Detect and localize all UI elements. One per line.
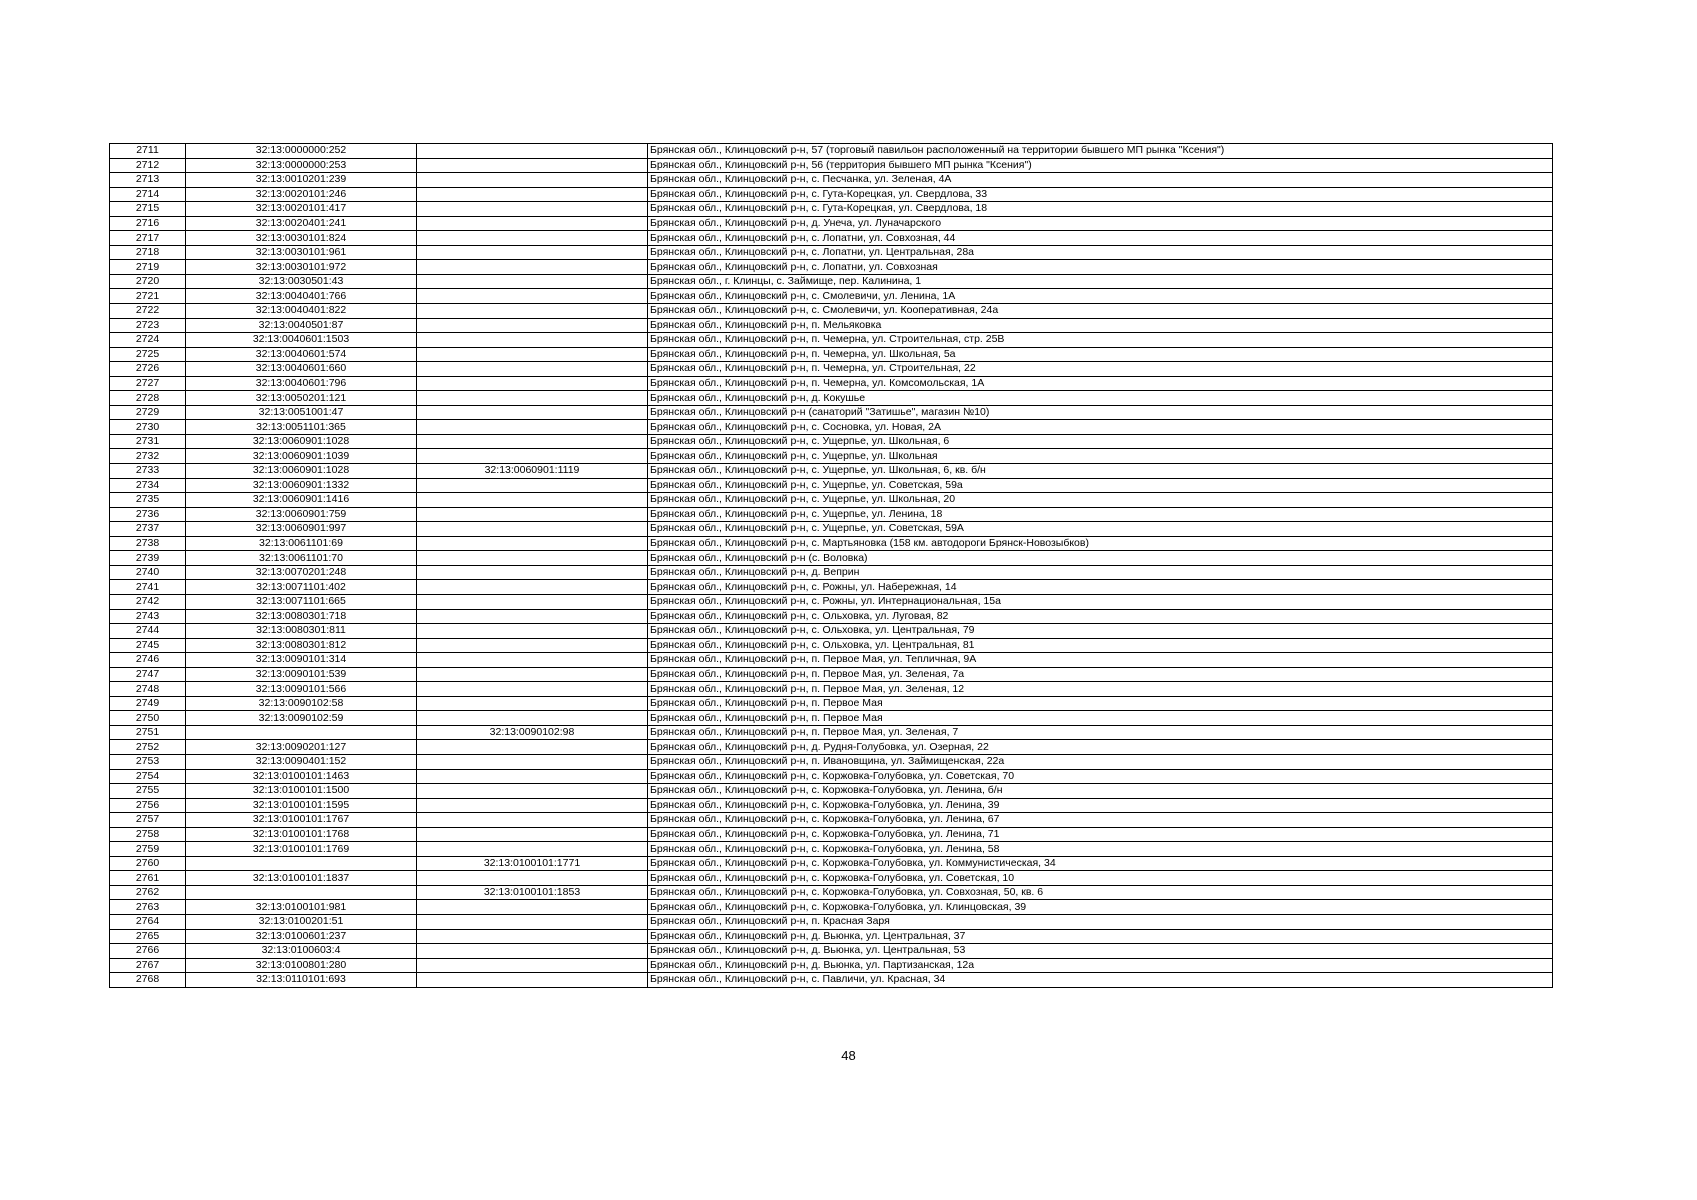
row-number-cell: 2727 <box>110 376 186 391</box>
cadastral-number-cell: 32:13:0040601:574 <box>186 347 417 362</box>
related-cadastral-number-cell <box>417 493 648 508</box>
cadastral-number-cell: 32:13:0090102:58 <box>186 696 417 711</box>
address-cell: Брянская обл., Клинцовский р-н, с. Ущерпье, ул. Школьная, 6, кв. б/н <box>648 464 1553 479</box>
related-cadastral-number-cell <box>417 929 648 944</box>
cadastral-number-cell: 32:13:0090401:152 <box>186 754 417 769</box>
related-cadastral-number-cell <box>417 274 648 289</box>
address-cell: Брянская обл., Клинцовский р-н, с. Сосновка, ул. Новая, 2А <box>648 420 1553 435</box>
cadastral-number-cell: 32:13:0100101:1595 <box>186 798 417 813</box>
related-cadastral-number-cell <box>417 434 648 449</box>
table-body <box>110 144 1553 988</box>
property-table <box>109 143 1553 988</box>
cadastral-number-cell: 32:13:0090101:314 <box>186 653 417 668</box>
row-number-cell: 2748 <box>110 682 186 697</box>
row-number-cell: 2733 <box>110 464 186 479</box>
table-row <box>110 289 1553 304</box>
row-number-cell: 2746 <box>110 653 186 668</box>
address-cell: Брянская обл., Клинцовский р-н, с. Павличи, ул. Красная, 34 <box>648 973 1553 988</box>
row-number-cell: 2719 <box>110 260 186 275</box>
table-row <box>110 318 1553 333</box>
table-row <box>110 405 1553 420</box>
row-number-cell: 2712 <box>110 158 186 173</box>
address-cell: Брянская обл., Клинцовский р-н, с. Ущерпье, ул. Советская, 59а <box>648 478 1553 493</box>
address-cell: Брянская обл., Клинцовский р-н, п. Первое Мая, ул. Зеленая, 7 <box>648 725 1553 740</box>
row-number-cell: 2737 <box>110 522 186 537</box>
table-row <box>110 958 1553 973</box>
cadastral-number-cell: 32:13:0000000:252 <box>186 144 417 159</box>
table-row <box>110 754 1553 769</box>
row-number-cell: 2717 <box>110 231 186 246</box>
related-cadastral-number-cell <box>417 245 648 260</box>
table-row <box>110 900 1553 915</box>
address-cell: Брянская обл., Клинцовский р-н, с. Рожны, ул. Набережная, 14 <box>648 580 1553 595</box>
row-number-cell: 2757 <box>110 813 186 828</box>
cadastral-number-cell: 32:13:0100601:237 <box>186 929 417 944</box>
table-row <box>110 798 1553 813</box>
related-cadastral-number-cell <box>417 580 648 595</box>
cadastral-number-cell: 32:13:0090102:59 <box>186 711 417 726</box>
table-row <box>110 827 1553 842</box>
related-cadastral-number-cell <box>417 333 648 348</box>
related-cadastral-number-cell: 32:13:0100101:1771 <box>417 856 648 871</box>
cadastral-number-cell: 32:13:0080301:812 <box>186 638 417 653</box>
table-row <box>110 885 1553 900</box>
cadastral-number-cell: 32:13:0030101:961 <box>186 245 417 260</box>
cadastral-number-cell: 32:13:0040401:822 <box>186 304 417 319</box>
row-number-cell: 2726 <box>110 362 186 377</box>
row-number-cell: 2714 <box>110 187 186 202</box>
related-cadastral-number-cell <box>417 158 648 173</box>
table-row <box>110 711 1553 726</box>
cadastral-number-cell <box>186 856 417 871</box>
address-cell: Брянская обл., Клинцовский р-н, п. Чемерна, ул. Строительная, 22 <box>648 362 1553 377</box>
table-row <box>110 696 1553 711</box>
related-cadastral-number-cell <box>417 260 648 275</box>
row-number-cell: 2735 <box>110 493 186 508</box>
address-cell: Брянская обл., Клинцовский р-н, д. Веприн <box>648 565 1553 580</box>
table-row <box>110 376 1553 391</box>
cadastral-number-cell: 32:13:0060901:1028 <box>186 434 417 449</box>
row-number-cell: 2750 <box>110 711 186 726</box>
cadastral-number-cell: 32:13:0051001:47 <box>186 405 417 420</box>
address-cell: Брянская обл., Клинцовский р-н (с. Воловка) <box>648 551 1553 566</box>
related-cadastral-number-cell: 32:13:0090102:98 <box>417 725 648 740</box>
related-cadastral-number-cell <box>417 522 648 537</box>
cadastral-number-cell: 32:13:0010201:239 <box>186 173 417 188</box>
related-cadastral-number-cell <box>417 551 648 566</box>
row-number-cell: 2738 <box>110 536 186 551</box>
table-row <box>110 333 1553 348</box>
table-row <box>110 362 1553 377</box>
table-row <box>110 536 1553 551</box>
row-number-cell: 2752 <box>110 740 186 755</box>
related-cadastral-number-cell: 32:13:0100101:1853 <box>417 885 648 900</box>
related-cadastral-number-cell <box>417 653 648 668</box>
address-cell: Брянская обл., Клинцовский р-н, п. Первое Мая, ул. Тепличная, 9А <box>648 653 1553 668</box>
table-row <box>110 493 1553 508</box>
cadastral-number-cell: 32:13:0060901:1332 <box>186 478 417 493</box>
row-number-cell: 2763 <box>110 900 186 915</box>
table-row <box>110 173 1553 188</box>
row-number-cell: 2721 <box>110 289 186 304</box>
table-row <box>110 260 1553 275</box>
table-row <box>110 391 1553 406</box>
table-row <box>110 507 1553 522</box>
cadastral-number-cell: 32:13:0060901:1039 <box>186 449 417 464</box>
table-row <box>110 740 1553 755</box>
related-cadastral-number-cell <box>417 769 648 784</box>
table-row <box>110 420 1553 435</box>
cadastral-number-cell: 32:13:0100101:1500 <box>186 784 417 799</box>
row-number-cell: 2729 <box>110 405 186 420</box>
related-cadastral-number-cell <box>417 405 648 420</box>
table-row <box>110 522 1553 537</box>
related-cadastral-number-cell <box>417 682 648 697</box>
cadastral-number-cell: 32:13:0020101:246 <box>186 187 417 202</box>
cadastral-number-cell: 32:13:0040501:87 <box>186 318 417 333</box>
table-row <box>110 929 1553 944</box>
related-cadastral-number-cell: 32:13:0060901:1119 <box>417 464 648 479</box>
cadastral-number-cell: 32:13:0000000:253 <box>186 158 417 173</box>
cadastral-number-cell: 32:13:0030501:43 <box>186 274 417 289</box>
related-cadastral-number-cell <box>417 362 648 377</box>
related-cadastral-number-cell <box>417 813 648 828</box>
related-cadastral-number-cell <box>417 696 648 711</box>
address-cell: Брянская обл., Клинцовский р-н, 56 (территория бывшего МП рынка "Ксения") <box>648 158 1553 173</box>
address-cell: Брянская обл., Клинцовский р-н (санаторий "Затишье", магазин №10) <box>648 405 1553 420</box>
row-number-cell: 2713 <box>110 173 186 188</box>
row-number-cell: 2765 <box>110 929 186 944</box>
row-number-cell: 2724 <box>110 333 186 348</box>
related-cadastral-number-cell <box>417 449 648 464</box>
cadastral-number-cell: 32:13:0110101:693 <box>186 973 417 988</box>
address-cell: Брянская обл., Клинцовский р-н, с. Смолевичи, ул. Ленина, 1А <box>648 289 1553 304</box>
row-number-cell: 2756 <box>110 798 186 813</box>
cadastral-number-cell: 32:13:0080301:718 <box>186 609 417 624</box>
cadastral-number-cell: 32:13:0040601:796 <box>186 376 417 391</box>
related-cadastral-number-cell <box>417 667 648 682</box>
address-cell: Брянская обл., Клинцовский р-н, п. Первое Мая <box>648 711 1553 726</box>
cadastral-number-cell: 32:13:0060901:759 <box>186 507 417 522</box>
related-cadastral-number-cell <box>417 944 648 959</box>
address-cell: Брянская обл., Клинцовский р-н, с. Рожны, ул. Интернациональная, 15а <box>648 594 1553 609</box>
row-number-cell: 2758 <box>110 827 186 842</box>
cadastral-number-cell: 32:13:0040601:1503 <box>186 333 417 348</box>
row-number-cell: 2730 <box>110 420 186 435</box>
address-cell: Брянская обл., Клинцовский р-н, п. Первое Мая, ул. Зеленая, 7а <box>648 667 1553 682</box>
table-row <box>110 842 1553 857</box>
row-number-cell: 2744 <box>110 624 186 639</box>
row-number-cell: 2731 <box>110 434 186 449</box>
address-cell: Брянская обл., Клинцовский р-н, п. Чемерна, ул. Школьная, 5а <box>648 347 1553 362</box>
cadastral-number-cell: 32:13:0030101:824 <box>186 231 417 246</box>
address-cell: Брянская обл., Клинцовский р-н, п. Первое Мая, ул. Зеленая, 12 <box>648 682 1553 697</box>
table-row <box>110 944 1553 959</box>
related-cadastral-number-cell <box>417 900 648 915</box>
address-cell: Брянская обл., Клинцовский р-н, п. Чемерна, ул. Строительная, стр. 25В <box>648 333 1553 348</box>
table-row <box>110 347 1553 362</box>
row-number-cell: 2715 <box>110 202 186 217</box>
address-cell: Брянская обл., Клинцовский р-н, с. Коржовка-Голубовка, ул. Клинцовская, 39 <box>648 900 1553 915</box>
table-row <box>110 871 1553 886</box>
cadastral-number-cell: 32:13:0040601:660 <box>186 362 417 377</box>
row-number-cell: 2740 <box>110 565 186 580</box>
table-row <box>110 434 1553 449</box>
address-cell: Брянская обл., Клинцовский р-н, с. Коржовка-Голубовка, ул. Совхозная, 50, кв. 6 <box>648 885 1553 900</box>
cadastral-number-cell: 32:13:0080301:811 <box>186 624 417 639</box>
address-cell: Брянская обл., Клинцовский р-н, с. Коржовка-Голубовка, ул. Ленина, 71 <box>648 827 1553 842</box>
address-cell: Брянская обл., Клинцовский р-н, с. Ущерпье, ул. Школьная, 6 <box>648 434 1553 449</box>
related-cadastral-number-cell <box>417 391 648 406</box>
row-number-cell: 2764 <box>110 914 186 929</box>
table-row <box>110 158 1553 173</box>
row-number-cell: 2760 <box>110 856 186 871</box>
table-row <box>110 813 1553 828</box>
row-number-cell: 2718 <box>110 245 186 260</box>
related-cadastral-number-cell <box>417 507 648 522</box>
cadastral-number-cell: 32:13:0061101:69 <box>186 536 417 551</box>
table-row <box>110 682 1553 697</box>
cadastral-number-cell: 32:13:0030101:972 <box>186 260 417 275</box>
address-cell: Брянская обл., Клинцовский р-н, п. Ивановщина, ул. Займищенская, 22а <box>648 754 1553 769</box>
row-number-cell: 2753 <box>110 754 186 769</box>
related-cadastral-number-cell <box>417 842 648 857</box>
cadastral-number-cell: 32:13:0100101:1463 <box>186 769 417 784</box>
address-cell: Брянская обл., Клинцовский р-н, с. Гута-Корецкая, ул. Свердлова, 33 <box>648 187 1553 202</box>
table-row <box>110 245 1553 260</box>
related-cadastral-number-cell <box>417 973 648 988</box>
address-cell: Брянская обл., Клинцовский р-н, д. Унеча, ул. Луначарского <box>648 216 1553 231</box>
cadastral-number-cell: 32:13:0050201:121 <box>186 391 417 406</box>
cadastral-number-cell: 32:13:0090101:539 <box>186 667 417 682</box>
row-number-cell: 2711 <box>110 144 186 159</box>
related-cadastral-number-cell <box>417 347 648 362</box>
address-cell: Брянская обл., г. Клинцы, с. Займище, пер. Калинина, 1 <box>648 274 1553 289</box>
cadastral-number-cell: 32:13:0100201:51 <box>186 914 417 929</box>
table-row <box>110 725 1553 740</box>
cadastral-number-cell: 32:13:0020101:417 <box>186 202 417 217</box>
address-cell: Брянская обл., Клинцовский р-н, с. Коржовка-Голубовка, ул. Ленина, 39 <box>648 798 1553 813</box>
table-row <box>110 973 1553 988</box>
address-cell: Брянская обл., Клинцовский р-н, с. Коржовка-Голубовка, ул. Ленина, 67 <box>648 813 1553 828</box>
cadastral-number-cell: 32:13:0071101:665 <box>186 594 417 609</box>
row-number-cell: 2732 <box>110 449 186 464</box>
related-cadastral-number-cell <box>417 638 648 653</box>
related-cadastral-number-cell <box>417 871 648 886</box>
table-row <box>110 638 1553 653</box>
row-number-cell: 2725 <box>110 347 186 362</box>
cadastral-number-cell: 32:13:0100801:280 <box>186 958 417 973</box>
related-cadastral-number-cell <box>417 289 648 304</box>
table-row <box>110 914 1553 929</box>
row-number-cell: 2751 <box>110 725 186 740</box>
cadastral-number-cell: 32:13:0090101:566 <box>186 682 417 697</box>
related-cadastral-number-cell <box>417 173 648 188</box>
address-cell: Брянская обл., Клинцовский р-н, с. Ущерпье, ул. Школьная <box>648 449 1553 464</box>
row-number-cell: 2754 <box>110 769 186 784</box>
related-cadastral-number-cell <box>417 754 648 769</box>
cadastral-number-cell: 32:13:0100101:1767 <box>186 813 417 828</box>
address-cell: Брянская обл., Клинцовский р-н, п. Чемерна, ул. Комсомольская, 1А <box>648 376 1553 391</box>
related-cadastral-number-cell <box>417 740 648 755</box>
table-row <box>110 769 1553 784</box>
address-cell: Брянская обл., Клинцовский р-н, с. Лопатни, ул. Совхозная <box>648 260 1553 275</box>
related-cadastral-number-cell <box>417 914 648 929</box>
row-number-cell: 2768 <box>110 973 186 988</box>
cadastral-number-cell: 32:13:0020401:241 <box>186 216 417 231</box>
cadastral-number-cell: 32:13:0051101:365 <box>186 420 417 435</box>
related-cadastral-number-cell <box>417 144 648 159</box>
table-row <box>110 449 1553 464</box>
address-cell: Брянская обл., Клинцовский р-н, с. Ольховка, ул. Луговая, 82 <box>648 609 1553 624</box>
row-number-cell: 2743 <box>110 609 186 624</box>
row-number-cell: 2747 <box>110 667 186 682</box>
table-row <box>110 653 1553 668</box>
related-cadastral-number-cell <box>417 609 648 624</box>
address-cell: Брянская обл., Клинцовский р-н, с. Ущерпье, ул. Школьная, 20 <box>648 493 1553 508</box>
table-row <box>110 624 1553 639</box>
row-number-cell: 2734 <box>110 478 186 493</box>
row-number-cell: 2762 <box>110 885 186 900</box>
related-cadastral-number-cell <box>417 594 648 609</box>
related-cadastral-number-cell <box>417 420 648 435</box>
address-cell: Брянская обл., Клинцовский р-н, с. Коржовка-Голубовка, ул. Советская, 70 <box>648 769 1553 784</box>
row-number-cell: 2759 <box>110 842 186 857</box>
related-cadastral-number-cell <box>417 231 648 246</box>
address-cell: Брянская обл., Клинцовский р-н, с. Коржовка-Голубовка, ул. Ленина, б/н <box>648 784 1553 799</box>
table-row <box>110 856 1553 871</box>
cadastral-number-cell <box>186 725 417 740</box>
table-row <box>110 216 1553 231</box>
related-cadastral-number-cell <box>417 318 648 333</box>
cadastral-number-cell: 32:13:0100101:1837 <box>186 871 417 886</box>
table-row <box>110 580 1553 595</box>
table-row <box>110 304 1553 319</box>
related-cadastral-number-cell <box>417 187 648 202</box>
related-cadastral-number-cell <box>417 798 648 813</box>
related-cadastral-number-cell <box>417 304 648 319</box>
row-number-cell: 2723 <box>110 318 186 333</box>
row-number-cell: 2742 <box>110 594 186 609</box>
address-cell: Брянская обл., Клинцовский р-н, с. Коржовка-Голубовка, ул. Коммунистическая, 34 <box>648 856 1553 871</box>
cadastral-number-cell: 32:13:0100101:1769 <box>186 842 417 857</box>
related-cadastral-number-cell <box>417 478 648 493</box>
table-row <box>110 667 1553 682</box>
address-cell: Брянская обл., Клинцовский р-н, д. Кокушье <box>648 391 1553 406</box>
cadastral-number-cell: 32:13:0070201:248 <box>186 565 417 580</box>
address-cell: Брянская обл., Клинцовский р-н, с. Лопатни, ул. Центральная, 28а <box>648 245 1553 260</box>
row-number-cell: 2749 <box>110 696 186 711</box>
cadastral-number-cell: 32:13:0100101:1768 <box>186 827 417 842</box>
row-number-cell: 2720 <box>110 274 186 289</box>
related-cadastral-number-cell <box>417 784 648 799</box>
cadastral-number-cell: 32:13:0090201:127 <box>186 740 417 755</box>
row-number-cell: 2766 <box>110 944 186 959</box>
row-number-cell: 2728 <box>110 391 186 406</box>
row-number-cell: 2741 <box>110 580 186 595</box>
table-row <box>110 274 1553 289</box>
address-cell: Брянская обл., Клинцовский р-н, п. Красная Заря <box>648 914 1553 929</box>
cadastral-number-cell: 32:13:0071101:402 <box>186 580 417 595</box>
address-cell: Брянская обл., Клинцовский р-н, 57 (торговый павильон расположенный на территории бывшего МП рынка "Ксения") <box>648 144 1553 159</box>
row-number-cell: 2736 <box>110 507 186 522</box>
address-cell: Брянская обл., Клинцовский р-н, д. Рудня-Голубовка, ул. Озерная, 22 <box>648 740 1553 755</box>
table-row <box>110 565 1553 580</box>
table-row <box>110 202 1553 217</box>
page-number: 48 <box>841 1048 856 1063</box>
row-number-cell: 2722 <box>110 304 186 319</box>
cadastral-number-cell: 32:13:0100101:981 <box>186 900 417 915</box>
cadastral-number-cell: 32:13:0061101:70 <box>186 551 417 566</box>
address-cell: Брянская обл., Клинцовский р-н, с. Коржовка-Голубовка, ул. Ленина, 58 <box>648 842 1553 857</box>
related-cadastral-number-cell <box>417 958 648 973</box>
cadastral-number-cell: 32:13:0040401:766 <box>186 289 417 304</box>
row-number-cell: 2767 <box>110 958 186 973</box>
related-cadastral-number-cell <box>417 565 648 580</box>
address-cell: Брянская обл., Клинцовский р-н, с. Ущерпье, ул. Советская, 59А <box>648 522 1553 537</box>
cadastral-number-cell: 32:13:0100603:4 <box>186 944 417 959</box>
related-cadastral-number-cell <box>417 624 648 639</box>
address-cell: Брянская обл., Клинцовский р-н, с. Коржовка-Голубовка, ул. Советская, 10 <box>648 871 1553 886</box>
address-cell: Брянская обл., Клинцовский р-н, с. Мартьяновка (158 км. автодороги Брянск-Новозыбков) <box>648 536 1553 551</box>
row-number-cell: 2745 <box>110 638 186 653</box>
cadastral-number-cell: 32:13:0060901:1416 <box>186 493 417 508</box>
table-row <box>110 551 1553 566</box>
address-cell: Брянская обл., Клинцовский р-н, с. Смолевичи, ул. Кооперативная, 24а <box>648 304 1553 319</box>
related-cadastral-number-cell <box>417 216 648 231</box>
table-row <box>110 464 1553 479</box>
address-cell: Брянская обл., Клинцовский р-н, д. Вьюнка, ул. Партизанская, 12а <box>648 958 1553 973</box>
address-cell: Брянская обл., Клинцовский р-н, с. Лопатни, ул. Совхозная, 44 <box>648 231 1553 246</box>
table-row <box>110 187 1553 202</box>
address-cell: Брянская обл., Клинцовский р-н, с. Ольховка, ул. Центральная, 81 <box>648 638 1553 653</box>
address-cell: Брянская обл., Клинцовский р-н, д. Вьюнка, ул. Центральная, 37 <box>648 929 1553 944</box>
address-cell: Брянская обл., Клинцовский р-н, с. Ольховка, ул. Центральная, 79 <box>648 624 1553 639</box>
table-row <box>110 478 1553 493</box>
address-cell: Брянская обл., Клинцовский р-н, с. Песчанка, ул. Зеленая, 4А <box>648 173 1553 188</box>
row-number-cell: 2739 <box>110 551 186 566</box>
row-number-cell: 2716 <box>110 216 186 231</box>
cadastral-number-cell <box>186 885 417 900</box>
table-row <box>110 144 1553 159</box>
row-number-cell: 2755 <box>110 784 186 799</box>
related-cadastral-number-cell <box>417 827 648 842</box>
row-number-cell: 2761 <box>110 871 186 886</box>
address-cell: Брянская обл., Клинцовский р-н, п. Первое Мая <box>648 696 1553 711</box>
cadastral-number-cell: 32:13:0060901:997 <box>186 522 417 537</box>
table-row <box>110 784 1553 799</box>
table-row <box>110 594 1553 609</box>
cadastral-number-cell: 32:13:0060901:1028 <box>186 464 417 479</box>
table-row <box>110 231 1553 246</box>
related-cadastral-number-cell <box>417 711 648 726</box>
address-cell: Брянская обл., Клинцовский р-н, д. Вьюнка, ул. Центральная, 53 <box>648 944 1553 959</box>
table-row <box>110 609 1553 624</box>
address-cell: Брянская обл., Клинцовский р-н, с. Гута-Корецкая, ул. Свердлова, 18 <box>648 202 1553 217</box>
related-cadastral-number-cell <box>417 536 648 551</box>
related-cadastral-number-cell <box>417 202 648 217</box>
address-cell: Брянская обл., Клинцовский р-н, п. Мельяковка <box>648 318 1553 333</box>
address-cell: Брянская обл., Клинцовский р-н, с. Ущерпье, ул. Ленина, 18 <box>648 507 1553 522</box>
related-cadastral-number-cell <box>417 376 648 391</box>
